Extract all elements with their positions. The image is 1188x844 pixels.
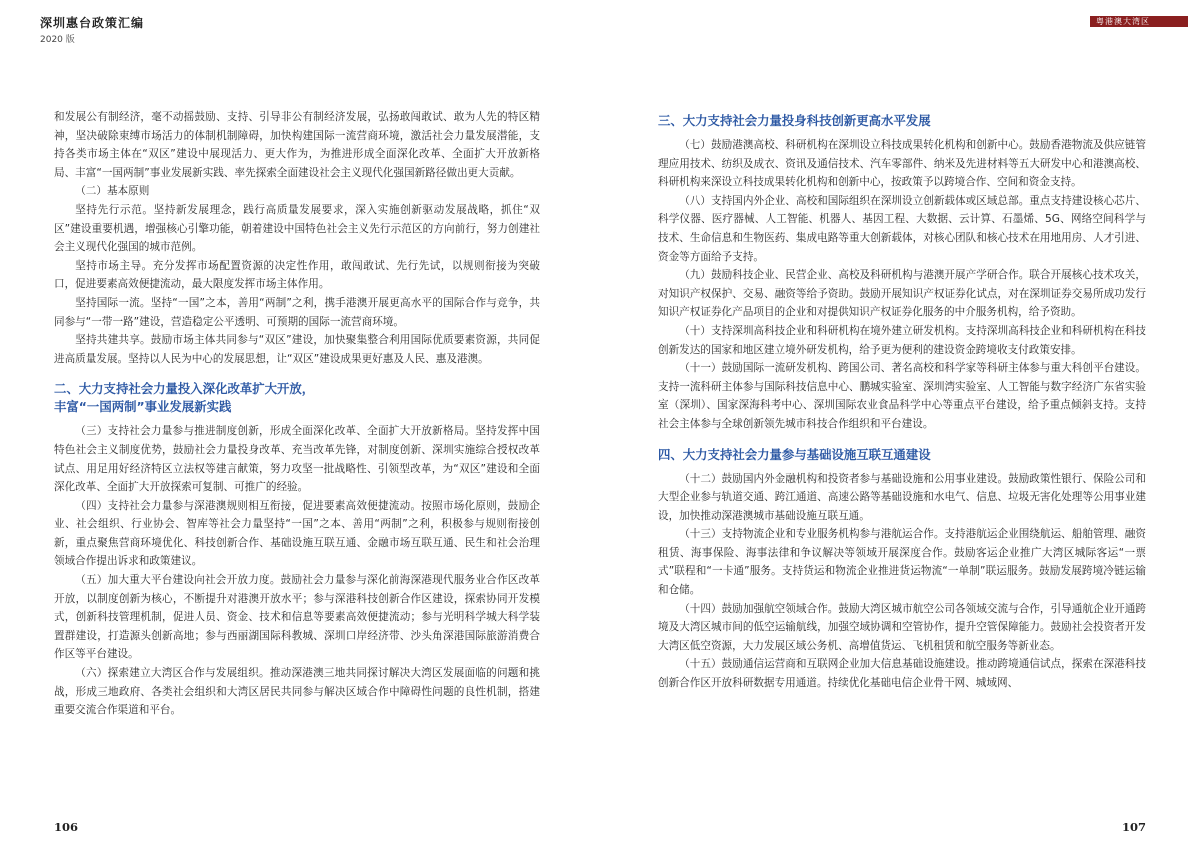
paragraph-item-5: （五）加大重大平台建设向社会开放力度。鼓励社会力量参与深化前海深港现代服务业合作区改革开放，以制度创新为核心，不断提升对港澳开放水平；参与深港科技创新合作区建设，探索协同开发模式，创新科技管理机制，促进人员、资金、技术和信息等要素高效便捷流动；参与光明科学城大科学装置群建设，打造源头创新高地；参与西丽湖国际科教城、深圳口岸经济带、沙头角深港国际旅游消费合作区等平台建设。 [54,574,540,661]
paragraph-item-7: （七）鼓励港澳高校、科研机构在深圳设立科技成果转化机构和创新中心。鼓励香港物流及供应链管理应用技术、纺织及成衣、资讯及通信技术、汽车零部件、纳米及先进材料等五大研发中心和港澳高校、科研机构来深设立科技成果转化机构和创新中心，按政策予以跨境合作、空间和资金支持。 [658,139,1146,189]
paragraph-item-15: （十五）鼓励通信运营商和互联网企业加大信息基础设施建设。推动跨境通信试点，探索在深港科技创新合作区开放科研数据专用通道。持续优化基础电信企业骨干网、城域网、 [658,658,1146,690]
paragraph-principle-1: 坚持先行示范。坚持新发展理念，践行高质量发展要求，深入实施创新驱动发展战略，抓住“双区”建设重要机遇，增强核心引擎功能，朝着建设中国特色社会主义先行示范区的方向前行，努力创建社会主义现代化强国的城市范例。 [54,203,540,254]
paragraph-item-13: （十三）支持物流企业和专业服务机构参与港航运合作。支持港航运企业围绕航运、船舶管理、融资租赁、海事保险、海事法律和争议解决等领域开展深度合作。鼓励客运企业推广大湾区城际客运“一票式”联程和“一卡通”服务。支持货运和物流企业推进货运物流“一单制”联运服务。鼓励发展跨境冷链运输和仓储。 [658,528,1146,597]
section-heading-4: 四、大力支持社会力量参与基础设施互联互通建设 [658,446,931,462]
running-header [40,14,144,45]
page-number-left: 106 [54,820,79,834]
publication-edition: 2020 版 [40,35,75,45]
right-page-column [658,112,1146,693]
paragraph-principle-2: 坚持市场主导。充分发挥市场配置资源的决定性作用，敢闯敢试、先行先试，以规则衔接为突破口，促进要素高效便捷流动，最大限度发挥市场主体作用。 [54,259,540,291]
paragraph-item-8: （八）支持国内外企业、高校和国际组织在深圳设立创新载体或区域总部。重点支持建设核心芯片、科学仪器、医疗器械、人工智能、机器人、基因工程、大数据、云计算、石墨烯、5G、网络空间科学与技术、生命信息和生物医药、集成电路等重大创新载体，对核心团队和核心技术在用地用房、人才引进、资金等方面给予支持。 [658,194,1146,263]
paragraph-principle-4: 坚持共建共享。鼓励市场主体共同参与“双区”建设，加快聚集整合利用国际优质要素资源，共同促进高质量发展。坚持以人民为中心的发展思想，让“双区”建设成果更好惠及人民、惠及港澳。 [54,334,540,365]
paragraph-item-12: （十二）鼓励国内外金融机构和投资者参与基础设施和公用事业建设。鼓励政策性银行、保险公司和大型企业参与轨道交通、跨江通道、高速公路等基础设施和水电气、信息、垃圾无害化处理等公用事业建设，加快推动深港澳城市基础设施互联互通。 [658,472,1146,522]
left-page-column [54,108,540,720]
section-heading-2-line-2: 丰富“一国两制”事业发展新实践 [54,399,232,415]
section-heading-2-line-1: 二、大力支持社会力量投入深化改革扩大开放， [54,381,315,397]
paragraph-item-3: （三）支持社会力量参与推进制度创新，形成全面深化改革、全面扩大开放新格局。坚持发挥中国特色社会主义制度优势，鼓励社会力量投身改革、充当改革先锋，对制度创新、深圳实施综合授权改革试点、用足用好经济特区立法权等建言献策，努力攻坚一批战略性、引领型改革，为“双区”建设和全面深化改革、全面扩大开放探索可复制、可推广的经验。 [54,425,540,494]
publication-title: 深圳惠台政策汇编 [40,16,145,30]
paragraph-continued: 和发展公有制经济，毫不动摇鼓励、支持、引导非公有制经济发展，弘扬敢闯敢试、敢为人先的特区精神，坚决破除束缚市场活力的体制机制障碍，加快构建国际一流营商环境，激活社会力量发展潜能，支持各类市场主体在“双区”建设中展现活力、更大作为，为推进形成全面深化改革、全面扩大开放新格局、丰富“一国两制”事业发展新实践、率先探索全面建设社会主义现代化强国新路径做出更大贡献。 [54,111,540,179]
subsection-heading-principles: （二）基本原则 [75,185,150,198]
section-heading-3: 三、大力支持社会力量投身科技创新更高水平发展 [658,113,931,128]
paragraph-item-6: （六）探索建立大湾区合作与发展组织。推动深港澳三地共同探讨解决大湾区发展面临的问题和挑战，形成三地政府、各类社会组织和大湾区居民共同参与解决区域合作中障碍性问题的良性机制，搭建重要交流合作渠道和平台。 [54,667,540,717]
section-heading-2 [54,380,540,416]
paragraph-item-4: （四）支持社会力量参与深港澳规则相互衔接，促进要素高效便捷流动。按照市场化原则，鼓励企业、社会组织、行业协会、智库等社会力量坚持“一国”之本、善用“两制”之利，积极参与规则衔接创新，重点聚焦营商环境优化、科技创新合作、基础设施互联互通、金融市场互联互通、民生和社会治理领域合作提出诉求和政策建议。 [54,499,540,568]
page-number-right: 107 [1122,820,1147,834]
chapter-tag: 粤港澳大湾区 [1090,16,1188,27]
paragraph-item-10: （十）支持深圳高科技企业和科研机构在境外建立研发机构。支持深圳高科技企业和科研机构在科技创新发达的国家和地区建立境外研发机构，给予更为便利的建设资金跨境收支付政策安排。 [658,324,1146,356]
paragraph-item-14: （十四）鼓励加强航空领域合作。鼓励大湾区城市航空公司各领域交流与合作，引导通航企业开通跨境及大湾区城市间的低空运输航线，加强空域协调和空管协作，提升空管保障能力。鼓励社会投资者开发大湾区低空资源，大力发展区域公务机、高增值货运、飞机租赁和航空服务等新业态。 [658,602,1146,652]
paragraph-principle-3: 坚持国际一流。坚持“一国”之本，善用“两制”之利，携手港澳开展更高水平的国际合作与竞争，共同参与“一带一路”建设，营造稳定公平透明、可预期的国际一流营商环境。 [54,296,540,328]
paragraph-item-11: （十一）鼓励国际一流研发机构、跨国公司、著名高校和科学家等科研主体参与重大科创平台建设。支持一流科研主体参与国际科技信息中心、鹏城实验室、深圳湾实验室、人工智能与数字经济广东省实验室（深圳）、国家深海科考中心、深圳国际农业食品科学中心等重点平台建设，给予重点倾斜支持。支持社会主体参与全球创新领先城市科技合作组织和平台建设。 [658,362,1146,430]
paragraph-item-9: （九）鼓励科技企业、民营企业、高校及科研机构与港澳开展产学研合作。联合开展核心技术攻关，对知识产权保护、交易、融资等给予资助。鼓励开展知识产权证券化试点，对在深圳证券交易所成功发行知识产权证券化产品项目的企业和对提供知识产权证券化服务的中介服务机构，给予资助。 [658,269,1146,319]
